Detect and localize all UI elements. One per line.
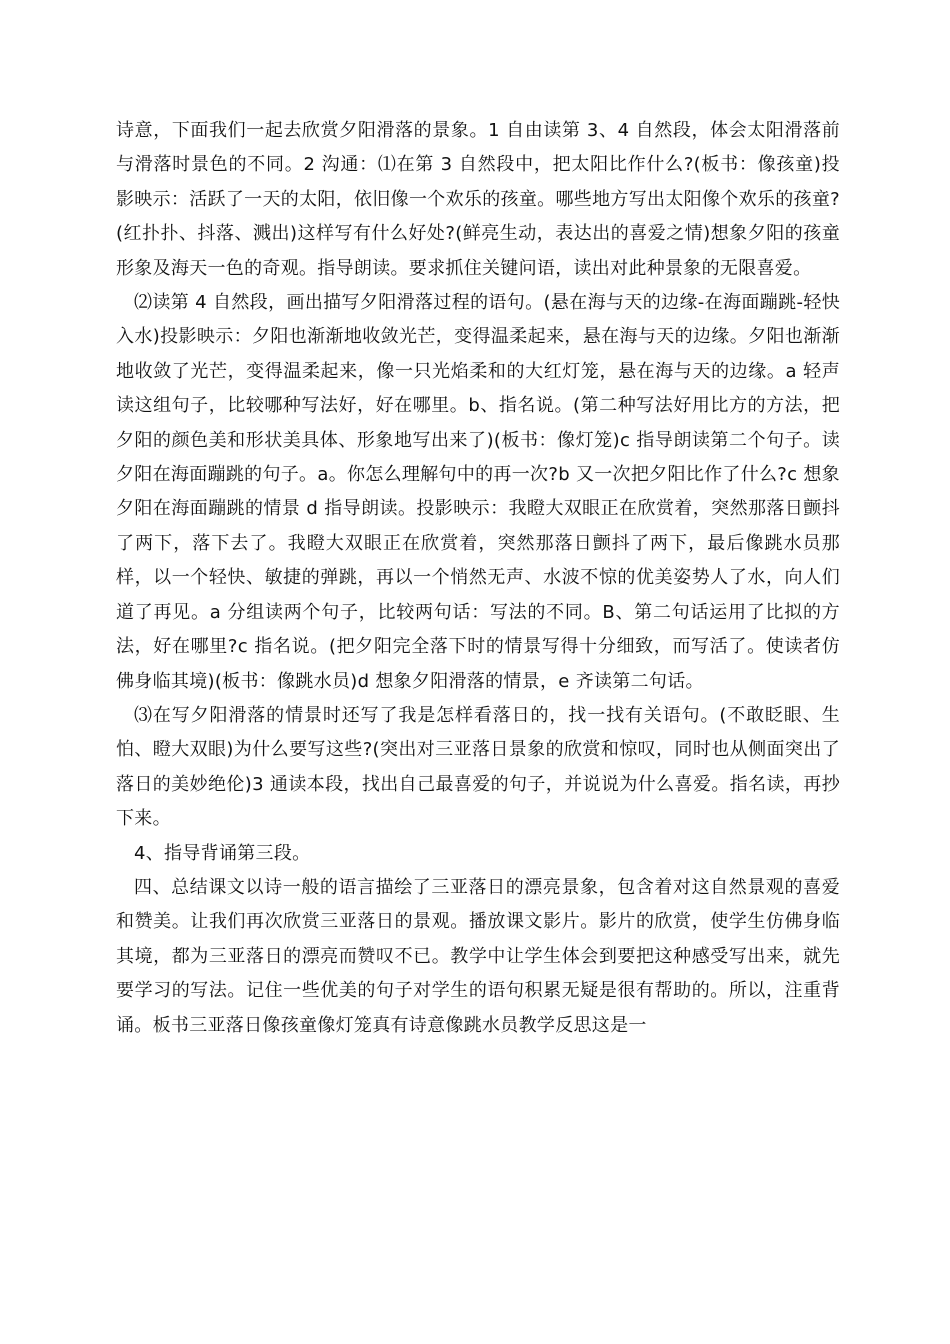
paragraph-2: ⑵读第 4 自然段，画出描写夕阳滑落过程的语句。(悬在海与天的边缘-在海面蹦跳-轻快入水)投影映示：夕阳也渐渐地收敛光芒，变得温柔起来，悬在海与天的边缘。夕阳也渐渐地收敛了光芒，变得温柔起来，像一只光焰柔和的大红灯笼，悬在海与天的边缘。a 轻声读这组句子，比较哪种写法好，好在哪里。b、指名说。(第二种写法好用比方的方法，把夕阳的颜色美和形状美具体、形象地写出来了)(板书：像灯笼)c 指导朗读第二个句子。读夕阳在海面蹦跳的句子。a。你怎么理解句中的再一次?b 又一次把夕阳比作了什么?c 想象夕阳在海面蹦跳的情景 d 指导朗读。投影映示：我瞪大双眼正在欣赏着，突然那落日颤抖了两下，落下去了。我瞪大双眼正在欣赏着，突然那落日颤抖了两下，最后像跳水员那样，以一个轻快、敏捷的弹跳，再以一个悄然无声、水波不惊的优美姿势人了水，向人们道了再见。a 分组读两个句子，比较两句话：写法的不同。B、第二句话运用了比拟的方法，好在哪里?c 指名说。(把夕阳完全落下时的情景写得十分细致，而写活了。使读者仿佛身临其境)(板书：像跳水员)d 想象夕阳滑落的情景，e 齐读第二句话。 bbox=[116, 292, 840, 692]
paragraph-5: 四、总结课文以诗一般的语言描绘了三亚落日的漂亮景象，包含着对这自然景观的喜爱和赞美。让我们再次欣赏三亚落日的景观。播放课文影片。影片的欣赏，使学生仿佛身临其境，都为三亚落日的漂亮而赞叹不已。教学中让学生体会到要把这种感受写出来，就先要学习的写法。记住一些优美的句子对学生的语句积累无疑是很有帮助的。所以，注重背诵。板书三亚落日像孩童像灯笼真有诗意像跳水员教学反思这是一 bbox=[116, 876, 840, 1036]
paragraph-3: ⑶在写夕阳滑落的情景时还写了我是怎样看落日的，找一找有关语句。(不敢眨眼、生怕、瞪大双眼)为什么要写这些?(突出对三亚落日景象的欣赏和惊叹，同时也从侧面突出了落日的美妙绝伦)3 通读本段，找出自己最喜爱的句子，并说说为什么喜爱。指名读，再抄下来。 bbox=[116, 704, 840, 830]
paragraph-4: 4、指导背诵第三段。 bbox=[134, 842, 311, 864]
document-body bbox=[116, 114, 840, 1043]
paragraph-1: 诗意，下面我们一起去欣赏夕阳滑落的景象。1 自由读第 3、4 自然段，体会太阳滑落前与滑落时景色的不同。2 沟通：⑴在第 3 自然段中，把太阳比作什么?(板书：像孩童)投影映示：活跃了一天的太阳，依旧像一个欢乐的孩童。哪些地方写出太阳像个欢乐的孩童?(红扑扑、抖落、溅出)这样写有什么好处?(鲜亮生动，表达出的喜爱之情)想象夕阳的孩童形象及海天一色的奇观。指导朗读。要求抓住关键问语，读出对此种景象的无限喜爱。 bbox=[116, 120, 840, 279]
